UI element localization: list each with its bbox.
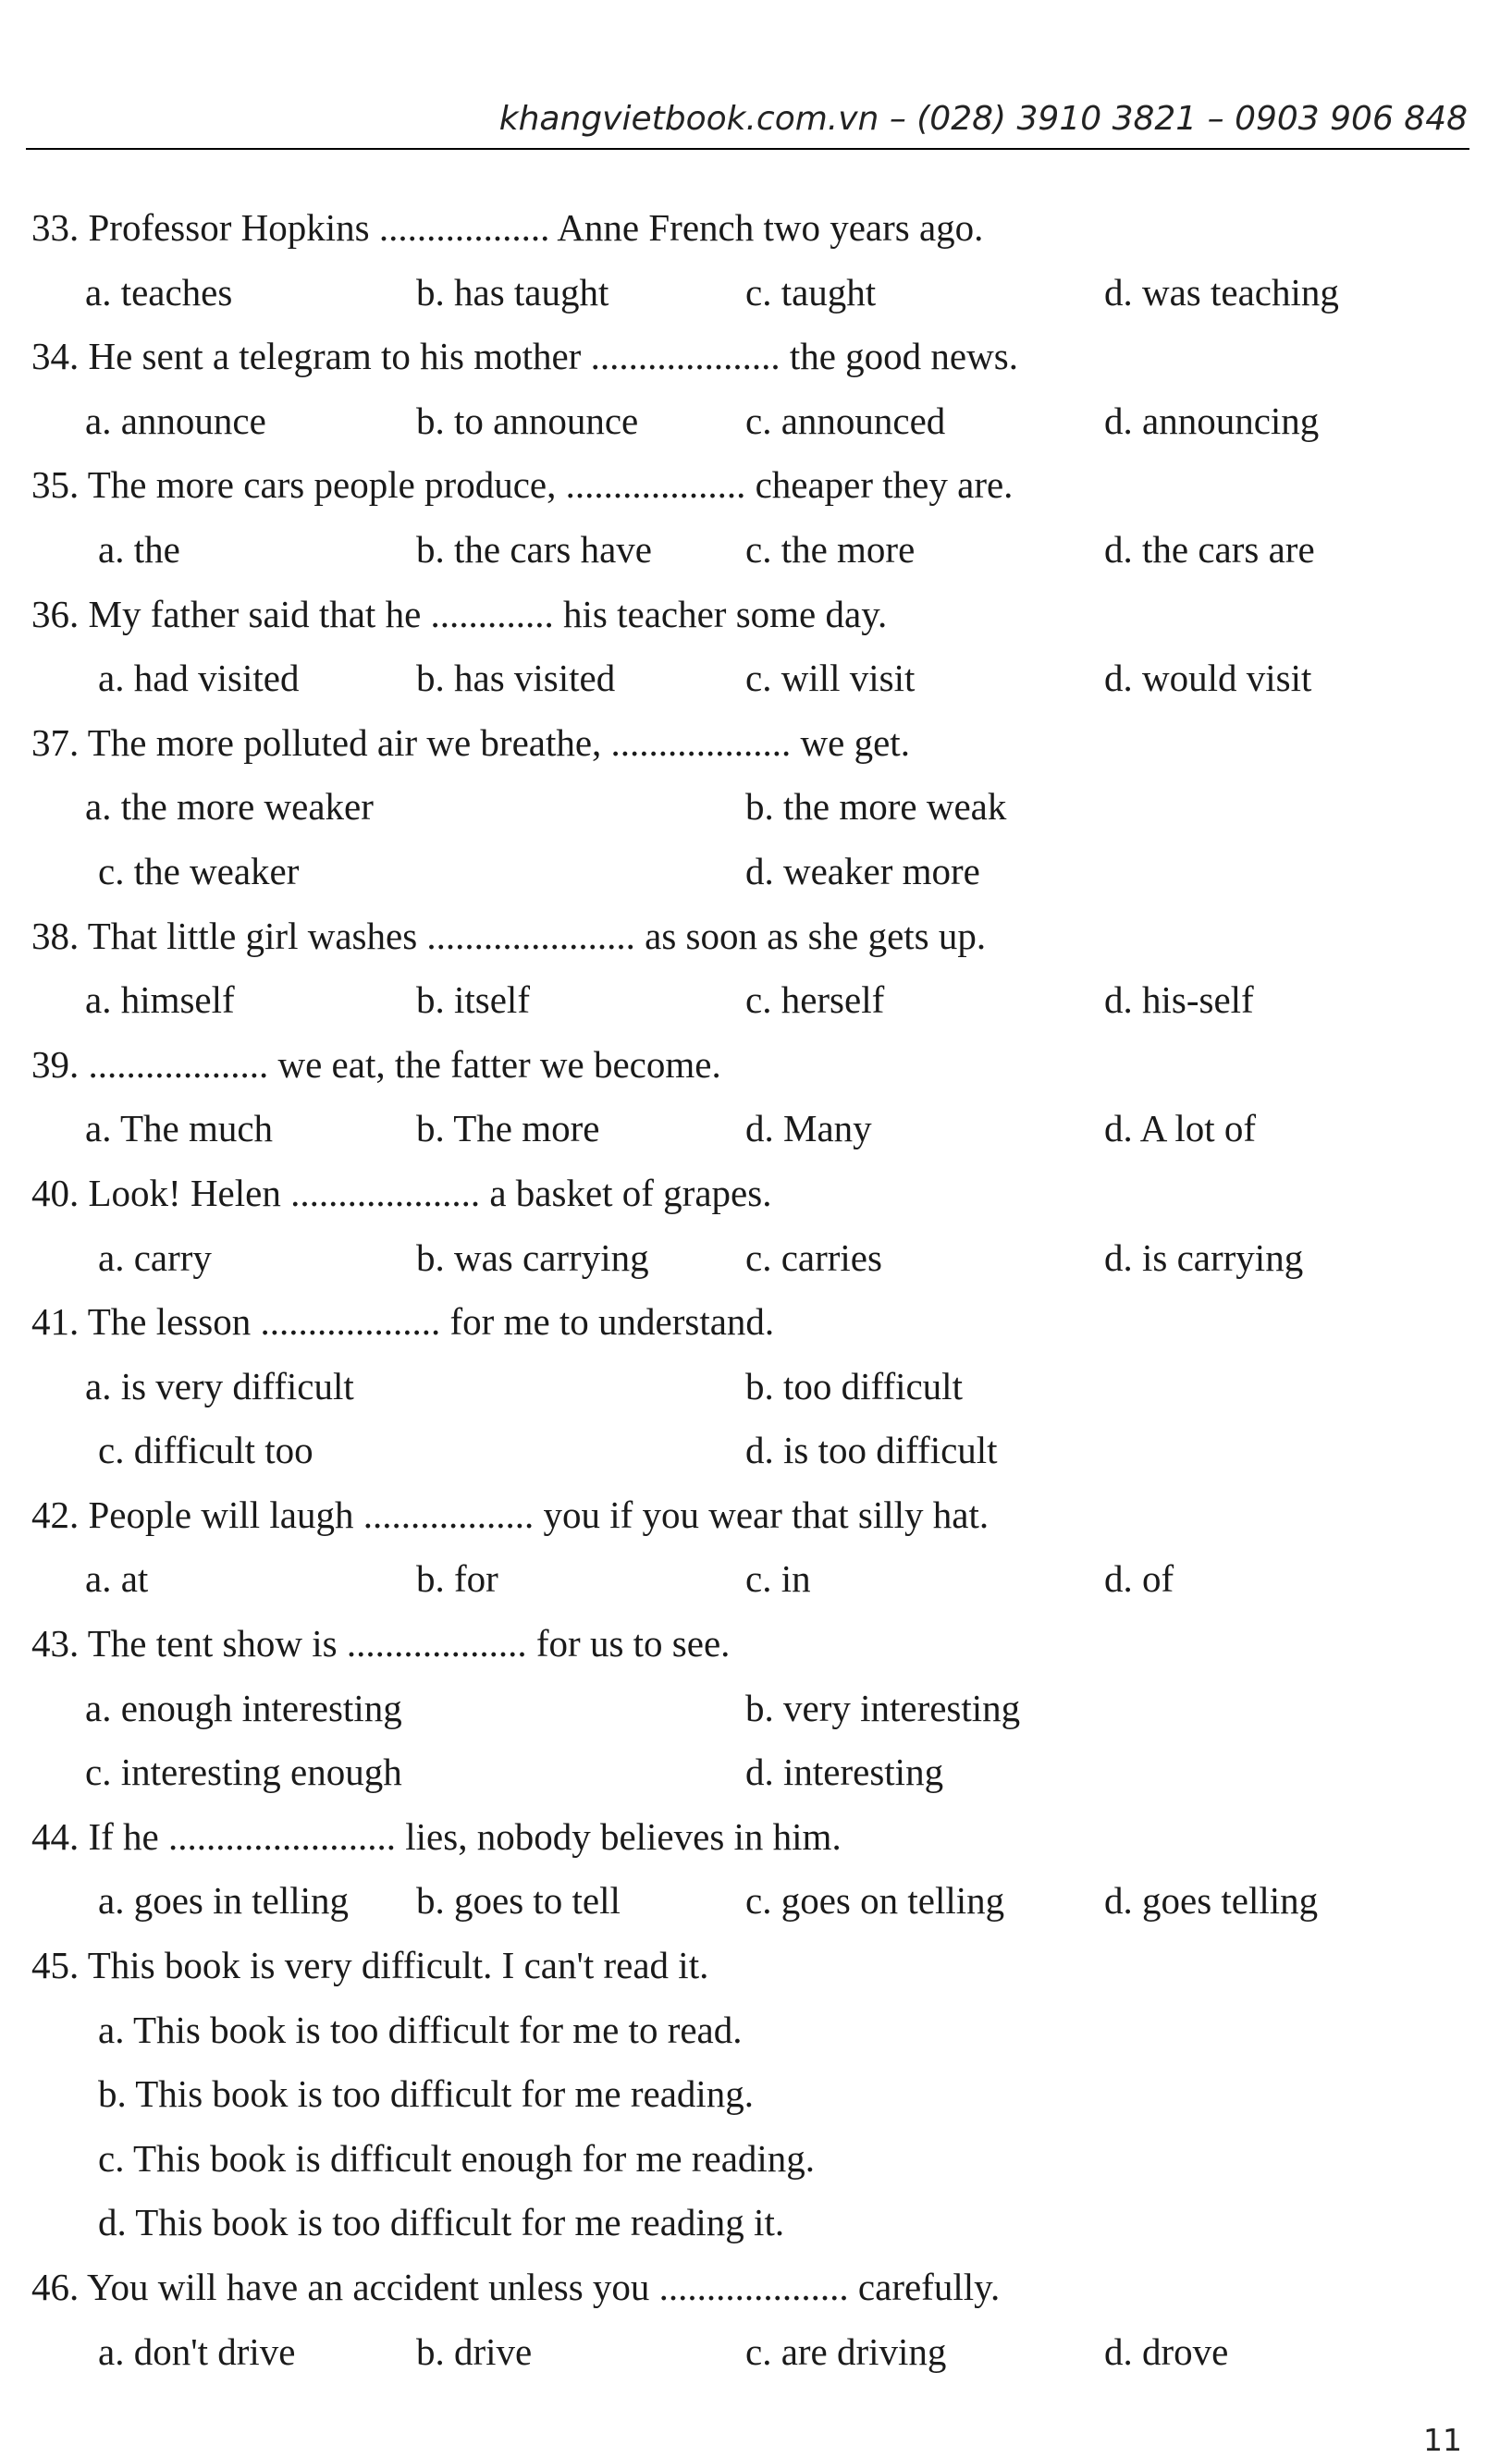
question-41-stem: 41. The lesson ................... for me to understand. <box>31 1300 775 1344</box>
question-list <box>31 196 1465 2384</box>
option-c: c. will visit <box>745 657 916 700</box>
question-33-stem: 33. Professor Hopkins .................. Anne French two years ago. <box>31 206 984 249</box>
question-45-option-d <box>31 2191 1465 2255</box>
question-39-stem: 39. ................... we eat, the fatter we become. <box>31 1042 721 1086</box>
option-a: a. The much <box>85 1107 274 1150</box>
question-45-option-c <box>31 2127 1465 2192</box>
option-a: a. the <box>98 527 180 571</box>
question-34-stem: 34. He sent a telegram to his mother .................... the good news. <box>31 335 1018 378</box>
page-header: khangvietbook.com.vn – (028) 3910 3821 – 0903 906 848 <box>498 100 1468 138</box>
option-c: c. taught <box>745 270 877 313</box>
option-d: d. would visit <box>1104 657 1312 700</box>
option-b: b. This book is too difficult for me reading. <box>98 2072 755 2116</box>
option-d: d. announcing <box>1104 399 1320 442</box>
header-divider <box>26 148 1469 150</box>
option-d: d. drove <box>1104 2329 1229 2373</box>
page-number: 11 <box>1423 2422 1462 2458</box>
option-c: c. the more <box>745 527 916 571</box>
option-a: a. goes in telling <box>98 1879 350 1923</box>
option-b: b. the cars have <box>416 527 652 571</box>
option-d: d. was teaching <box>1104 270 1339 313</box>
question-37-stem: 37. The more polluted air we breathe, ................... we get. <box>31 720 910 764</box>
option-b: b. drive <box>416 2329 533 2373</box>
question-46-stem: 46. You will have an accident unless you .................... carefully. <box>31 2266 1001 2308</box>
option-b: b. itself <box>416 978 530 1022</box>
question-36-stem: 36. My father said that he ............. his teacher some day. <box>31 592 888 635</box>
option-d: d. the cars are <box>1104 527 1315 571</box>
option-c: c. announced <box>745 399 946 442</box>
option-d: d. goes telling <box>1104 1879 1319 1923</box>
question-44-stem: 44. If he ........................ lies, nobody believes in him. <box>31 1814 842 1858</box>
question-36-options <box>31 646 1465 711</box>
option-a: a. don't drive <box>98 2329 296 2373</box>
option-c: c. carries <box>745 1235 882 1279</box>
option-c: c. the weaker <box>98 849 300 892</box>
option-d: d. This book is too difficult for me reading it. <box>98 2201 785 2244</box>
option-c: c. difficult too <box>98 1429 313 1472</box>
option-a: a. announce <box>85 399 266 442</box>
option-b: b. was carrying <box>416 1235 649 1279</box>
option-a: a. himself <box>85 978 235 1022</box>
question-45-option-b <box>31 2062 1465 2127</box>
option-d: d. weaker more <box>745 849 980 892</box>
option-b: b. too difficult <box>745 1364 963 1407</box>
option-b: b. goes to tell <box>416 1879 621 1923</box>
question-39-options <box>31 1097 1465 1161</box>
question-43-options-row1 <box>31 1677 1465 1741</box>
option-c: d. Many <box>745 1107 872 1150</box>
question-42-options <box>31 1547 1465 1612</box>
question-38-options <box>31 968 1465 1033</box>
option-a: a. enough interesting <box>85 1686 402 1729</box>
option-d: d. is carrying <box>1104 1235 1304 1279</box>
option-a: a. had visited <box>98 657 300 700</box>
question-46-options <box>31 2320 1465 2385</box>
option-b: b. The more <box>416 1107 600 1150</box>
option-c: c. This book is difficult enough for me reading. <box>98 2136 816 2180</box>
option-d: d. is too difficult <box>745 1429 998 1472</box>
question-40-stem: 40. Look! Helen .................... a basket of grapes. <box>31 1171 772 1214</box>
option-d: d. interesting <box>745 1751 944 1794</box>
option-d: d. A lot of <box>1104 1107 1257 1150</box>
question-42-stem: 42. People will laugh .................. you if you wear that silly hat. <box>31 1493 990 1536</box>
option-b: b. has visited <box>416 657 616 700</box>
question-38-stem: 38. That little girl washes ...................... as soon as she gets up. <box>31 914 987 957</box>
option-c: c. goes on telling <box>745 1879 1005 1923</box>
option-b: b. for <box>416 1557 498 1601</box>
question-37-options-row2 <box>31 840 1465 904</box>
question-43-stem: 43. The tent show is ................... for us to see. <box>31 1622 731 1665</box>
question-35-stem: 35. The more cars people produce, ................... cheaper they are. <box>31 463 1014 507</box>
option-b: b. very interesting <box>745 1686 1021 1729</box>
option-a: a. This book is too difficult for me to read. <box>98 2008 743 2051</box>
option-a: a. is very difficult <box>85 1364 354 1407</box>
option-c: c. interesting enough <box>85 1751 402 1794</box>
option-a: a. at <box>85 1557 149 1601</box>
option-b: b. has taught <box>416 270 609 313</box>
option-d: d. of <box>1104 1557 1174 1601</box>
question-41-options-row2 <box>31 1419 1465 1483</box>
question-34-options <box>31 389 1465 454</box>
option-c: c. in <box>745 1557 811 1601</box>
option-d: d. his-self <box>1104 978 1254 1022</box>
option-b: b. the more weak <box>745 785 1007 829</box>
question-33-options <box>31 261 1465 326</box>
question-40-options <box>31 1226 1465 1291</box>
question-43-options-row2 <box>31 1740 1465 1805</box>
option-c: c. herself <box>745 978 885 1022</box>
question-45-option-a <box>31 1998 1465 2063</box>
question-44-options <box>31 1869 1465 1934</box>
option-b: b. to announce <box>416 399 639 442</box>
question-37-options-row1 <box>31 775 1465 840</box>
question-41-options-row1 <box>31 1355 1465 1419</box>
option-c: c. are driving <box>745 2329 947 2373</box>
question-45-stem: 45. This book is very difficult. I can't read it. <box>31 1944 709 1987</box>
option-a: a. teaches <box>85 270 233 313</box>
option-a: a. the more weaker <box>85 785 374 829</box>
question-35-options <box>31 518 1465 583</box>
option-a: a. carry <box>98 1235 212 1279</box>
